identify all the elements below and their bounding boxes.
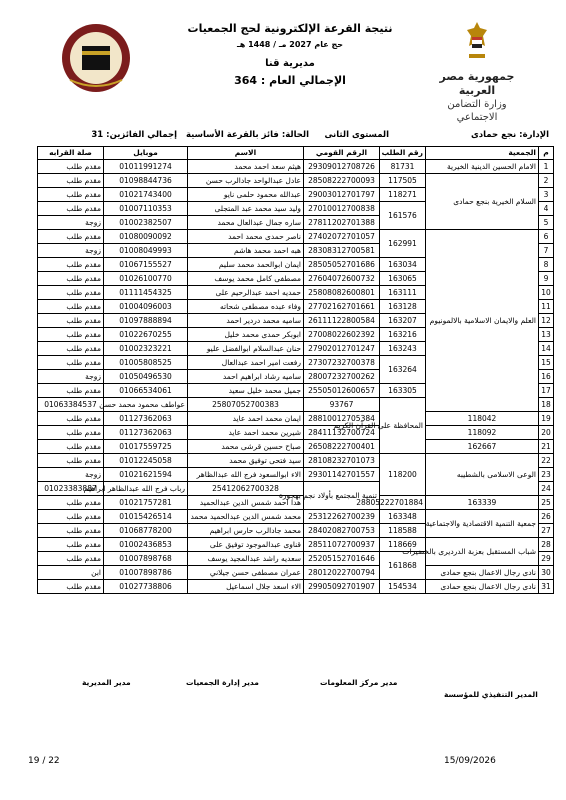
person-name: وليد سيد محمد عبد المتجلى	[188, 202, 304, 216]
row-number: 20	[539, 426, 554, 440]
relationship: مقدم طلب	[38, 314, 104, 328]
national-id: 28805222701884	[380, 496, 426, 510]
relationship: مقدم طلب	[38, 272, 104, 286]
mobile-number: 01011991274	[104, 160, 188, 174]
info-bar	[37, 128, 553, 142]
row-number: 8	[539, 258, 554, 272]
request-number: 163305	[380, 384, 426, 398]
national-id: 25205152701646	[304, 552, 380, 566]
row-number: 10	[539, 286, 554, 300]
relationship: مقدم طلب	[38, 412, 104, 426]
national-id: 29003012701797	[304, 188, 380, 202]
table-row	[38, 496, 554, 510]
association-name: السلام الخيرية بنجع حمادى	[426, 174, 539, 230]
row-number: 26	[539, 510, 554, 524]
relationship: مقدم طلب	[38, 230, 104, 244]
relationship: مقدم طلب	[38, 174, 104, 188]
person-name: رفعت امير احمد عبدالعال	[188, 356, 304, 370]
national-id: 29905092701907	[304, 580, 380, 594]
person-name: ناصر حمدى محمد احمد	[188, 230, 304, 244]
person-name: قناوى عبدالموجود توفيق على	[188, 538, 304, 552]
association-name: تنمية المجتمع بأولاد نجم بهجورة	[304, 482, 380, 510]
person-name: شيرين محمد احمد عايد	[188, 426, 304, 440]
request-number: 93767	[304, 398, 380, 412]
kaaba-logo-icon	[60, 22, 132, 94]
relationship: ابن	[38, 566, 104, 580]
row-number: 1	[539, 160, 554, 174]
table-row	[38, 174, 554, 188]
row-number: 25	[539, 496, 554, 510]
relationship: مقدم طلب	[38, 300, 104, 314]
relationship: زوجة	[38, 468, 104, 482]
mobile-number: 01008049993	[104, 244, 188, 258]
mobile-number: 01015426514	[104, 510, 188, 524]
row-number: 6	[539, 230, 554, 244]
association-name: نادى رجال الاعمال بنجع حمادى	[426, 566, 539, 580]
mobile-number: 01097888894	[104, 314, 188, 328]
national-id: 27702162701661	[304, 300, 380, 314]
request-number: 163128	[380, 300, 426, 314]
row-number: 12	[539, 314, 554, 328]
national-id: 28511072700937	[304, 538, 380, 552]
mobile-number: 01068778200	[104, 524, 188, 538]
row-number: 30	[539, 566, 554, 580]
egypt-emblem	[432, 20, 522, 124]
national-id: 28108232701073	[304, 454, 380, 468]
national-id: 27008022602392	[304, 328, 380, 342]
request-number: 154534	[380, 580, 426, 594]
person-name: حنان عبدالسلام ابوالفضل عليو	[188, 342, 304, 356]
mobile-number: 01127362063	[104, 412, 188, 426]
relationship: مقدم طلب	[38, 524, 104, 538]
row-number: 28	[539, 538, 554, 552]
status-label: الحالة: فائز بالقرعة الأساسية	[185, 130, 309, 140]
winners-count: إجمالي الفائزين: 31	[91, 130, 177, 140]
table-header-row	[38, 147, 554, 160]
relationship: مقدم طلب	[38, 160, 104, 174]
col-header-req: رقم الطلب	[380, 147, 426, 160]
person-name: سيد فتحى توفيق محمد	[188, 454, 304, 468]
table-row	[38, 580, 554, 594]
print-date: 15/09/2026	[444, 756, 496, 766]
request-number: 118092	[426, 426, 539, 440]
person-name: عادل عبدالواحد جادالرب حسن	[188, 174, 304, 188]
national-id: 25412062700328	[188, 482, 304, 496]
winners-table	[37, 146, 554, 594]
sig-executive: المدير التنفيذي للمؤسسة	[444, 690, 538, 699]
association-name: نادى رجال الاعمال بنجع حمادى	[426, 580, 539, 594]
national-id: 25807052700383	[188, 398, 304, 412]
mobile-number: 01005808525	[104, 356, 188, 370]
row-number: 14	[539, 342, 554, 356]
document-title: نتيجة القرعة الإلكترونية لحج الجمعيات	[187, 22, 393, 35]
row-number: 5	[539, 216, 554, 230]
document-subtitle: حج عام 2027 مـ / 1448 هـ	[236, 40, 343, 49]
relationship: مقدم طلب	[38, 202, 104, 216]
col-header-m: م	[539, 147, 554, 160]
national-id: 28508222700093	[304, 174, 380, 188]
relationship: مقدم طلب	[38, 440, 104, 454]
row-number: 22	[539, 454, 554, 468]
relationship: مقدم طلب	[38, 342, 104, 356]
person-name: هدا احمد شمس الدين عبدالحميد	[188, 496, 304, 510]
grand-total: الإجمالي العام : 364	[234, 74, 346, 87]
national-id: 28007232700262	[304, 370, 380, 384]
person-name: عمران مصطفى حسن جيلاني	[188, 566, 304, 580]
mobile-number: 01111454325	[104, 286, 188, 300]
request-number: 161576	[380, 202, 426, 230]
row-number: 18	[539, 398, 554, 412]
request-number: 118271	[380, 188, 426, 202]
table-row	[38, 538, 554, 552]
national-id: 28505052701686	[304, 258, 380, 272]
person-name: سعديه راشد عبدالمجيد يوسف	[188, 552, 304, 566]
mobile-number: 01002436853	[104, 538, 188, 552]
request-number: 118669	[380, 538, 426, 552]
mobile-number: 01007898786	[104, 566, 188, 580]
col-header-rel: صلة القرابه	[38, 147, 104, 160]
person-name: وفاء عبده مصطفى شحاته	[188, 300, 304, 314]
row-number: 7	[539, 244, 554, 258]
row-number: 13	[539, 328, 554, 342]
national-id: 25808082600801	[304, 286, 380, 300]
relationship: مقدم طلب	[38, 258, 104, 272]
relationship: مقدم طلب	[38, 328, 104, 342]
row-number: 15	[539, 356, 554, 370]
association-name: الوعى الاسلامى بالشطيبه	[426, 454, 539, 496]
table-row	[38, 566, 554, 580]
ministry-name: وزارة التضامن الاجتماعي	[447, 99, 507, 123]
association-name: شباب المستقبل بعزبة الدرديرى بالخضيرات	[426, 538, 539, 566]
request-number: 161868	[380, 552, 426, 580]
person-name: الاء اسعد جلال اسماعيل	[188, 580, 304, 594]
row-number: 23	[539, 468, 554, 482]
mobile-number: 01066534061	[104, 384, 188, 398]
mobile-number: 01050496530	[104, 370, 188, 384]
relationship: مقدم طلب	[38, 496, 104, 510]
request-number: 163216	[380, 328, 426, 342]
national-id: 29309012708726	[304, 160, 380, 174]
national-id: 29301142701557	[304, 468, 380, 482]
relationship: مقدم طلب	[38, 538, 104, 552]
mobile-number: 01002382507	[104, 216, 188, 230]
mobile-number: 01012245058	[104, 454, 188, 468]
relationship: مقدم طلب	[38, 454, 104, 468]
mobile-number: 01021621594	[104, 468, 188, 482]
mobile-number: 01080090092	[104, 230, 188, 244]
national-id: 27902012701247	[304, 342, 380, 356]
table-row	[38, 412, 554, 426]
request-number: 163264	[380, 356, 426, 384]
person-name: ايمان ابوالحمد محمد سليم	[188, 258, 304, 272]
relationship: مقدم طلب	[38, 552, 104, 566]
request-number: 162667	[426, 440, 539, 454]
request-number: 118588	[380, 524, 426, 538]
national-id: 28308312700581	[304, 244, 380, 258]
request-number: 118042	[426, 412, 539, 426]
eagle-icon	[463, 20, 491, 62]
admin-label: الإدارة: نجع حمادى	[470, 130, 549, 140]
row-number: 2	[539, 174, 554, 188]
mobile-number: 01022670255	[104, 328, 188, 342]
request-number: 81731	[380, 160, 426, 174]
row-number: 11	[539, 300, 554, 314]
col-header-name: الاسم	[188, 147, 304, 160]
person-name: رباب فرج الله عبدالظاهر ابراهيم	[104, 482, 188, 496]
national-id: 27010012700838	[304, 202, 380, 216]
table-row	[38, 426, 554, 440]
person-name: محمد شمس الدين عبدالحميد محمد	[188, 510, 304, 524]
association-name: المحافظة على القرآن الكريم	[380, 398, 426, 454]
person-name: حمديه احمد عبدالرحيم على	[188, 286, 304, 300]
row-number: 29	[539, 552, 554, 566]
national-id: 28810012705384	[304, 412, 380, 426]
person-name: ايمان محمد احمد عايد	[188, 412, 304, 426]
table-row	[38, 510, 554, 524]
government-name: جمهورية مصر العربية	[439, 70, 515, 97]
national-id: 25312262700239	[304, 510, 380, 524]
request-number: 163207	[380, 314, 426, 328]
national-id: 27402072701057	[304, 230, 380, 244]
association-name: جمعية التنمية الاقتصادية والاجتماعية	[426, 510, 539, 538]
mobile-number: 01021743400	[104, 188, 188, 202]
row-number: 31	[539, 580, 554, 594]
mobile-number: 01127362063	[104, 426, 188, 440]
sig-info-center: مدير مركز المعلومات	[320, 678, 398, 687]
national-id: 25505012600657	[304, 384, 380, 398]
association-name: العلم والايمان الاسلامية بالالمونيوم	[426, 230, 539, 412]
association-name: الامام الحسين الدينية الخيرية	[426, 160, 539, 174]
mobile-number: 01067155527	[104, 258, 188, 272]
row-number: 9	[539, 272, 554, 286]
table-row	[38, 440, 554, 454]
relationship: مقدم طلب	[38, 384, 104, 398]
row-number: 16	[539, 370, 554, 384]
relationship: زوجة	[38, 244, 104, 258]
col-header-mobile: موبايل	[104, 147, 188, 160]
relationship: مقدم طلب	[38, 286, 104, 300]
table-row	[38, 230, 554, 244]
directorate-name: مديرية قنا	[265, 58, 315, 69]
person-name: ساميه رشاد ابراهيم احمد	[188, 370, 304, 384]
national-id: 28402082700753	[304, 524, 380, 538]
request-number: 162991	[380, 230, 426, 258]
person-name: ابوبكر حمدى محمد خليل	[188, 328, 304, 342]
sig-directorate: مدير المديرية	[82, 678, 131, 687]
person-name: عواطف محمود محمد حسن	[104, 398, 188, 412]
mobile-number: 01026100770	[104, 272, 188, 286]
person-name: جميل محمد خليل سعيد	[188, 384, 304, 398]
person-name: مصطفى كامل محمد يوسف	[188, 272, 304, 286]
national-id: 26111122800584	[304, 314, 380, 328]
row-number: 24	[539, 482, 554, 496]
person-name: ساره جمال عبدالعال محمد	[188, 216, 304, 230]
mobile-number: 01027738806	[104, 580, 188, 594]
request-number: 163111	[380, 286, 426, 300]
national-id: 27811202701388	[304, 216, 380, 230]
table-body	[38, 160, 554, 594]
request-number: 118200	[380, 454, 426, 496]
national-id: 26508222700401	[304, 440, 380, 454]
person-name: محمد جادالرب حارس ابراهيم	[188, 524, 304, 538]
person-name: صباح حسين قرشى محمد	[188, 440, 304, 454]
mobile-number: 01017559725	[104, 440, 188, 454]
mobile-number: 01007110353	[104, 202, 188, 216]
person-name: هيثم سعد احمد محمد	[188, 160, 304, 174]
mobile-number: 01098844736	[104, 174, 188, 188]
sig-associations: مدير إدارة الجمعيات	[186, 678, 259, 687]
mobile-number: 01002323221	[104, 342, 188, 356]
national-id: 28411132700724	[304, 426, 380, 440]
row-number: 19	[539, 412, 554, 426]
col-header-assoc: الجمعية	[426, 147, 539, 160]
request-number: 163348	[380, 510, 426, 524]
mobile-number: 01063384537	[38, 398, 104, 412]
request-number: 163243	[380, 342, 426, 356]
relationship: زوجة	[38, 370, 104, 384]
row-number: 21	[539, 440, 554, 454]
person-name: عبدالله محمود حلمى نايو	[188, 188, 304, 202]
row-number: 27	[539, 524, 554, 538]
relationship: مقدم طلب	[38, 580, 104, 594]
mobile-number: 01007898768	[104, 552, 188, 566]
row-number: 4	[539, 202, 554, 216]
national-id: 28012022700794	[304, 566, 380, 580]
request-number: 163339	[426, 496, 539, 510]
person-name: ساميه محمد دردير احمد	[188, 314, 304, 328]
mobile-number: 01004096003	[104, 300, 188, 314]
col-header-nid: الرقم القومي	[304, 147, 380, 160]
table-row	[38, 160, 554, 174]
page-number: 19 / 22	[28, 756, 60, 766]
level-label: المستوى الثانى	[324, 130, 389, 140]
request-number: 117505	[380, 174, 426, 188]
relationship: مقدم طلب	[38, 188, 104, 202]
row-number: 3	[539, 188, 554, 202]
person-name: الاء ابوالسعود فرج الله عبدالظاهر	[188, 468, 304, 482]
relationship: زوجة	[38, 216, 104, 230]
request-number: 163065	[380, 272, 426, 286]
request-number: 163034	[380, 258, 426, 272]
person-name: هبه احمد محمد هاشم	[188, 244, 304, 258]
row-number: 17	[539, 384, 554, 398]
national-id: 27604072600732	[304, 272, 380, 286]
relationship: مقدم طلب	[38, 510, 104, 524]
mobile-number: 01023383887	[38, 482, 104, 496]
national-id: 27307232700378	[304, 356, 380, 370]
table-row	[38, 454, 554, 468]
mobile-number: 01021757281	[104, 496, 188, 510]
relationship: مقدم طلب	[38, 426, 104, 440]
relationship: مقدم طلب	[38, 356, 104, 370]
